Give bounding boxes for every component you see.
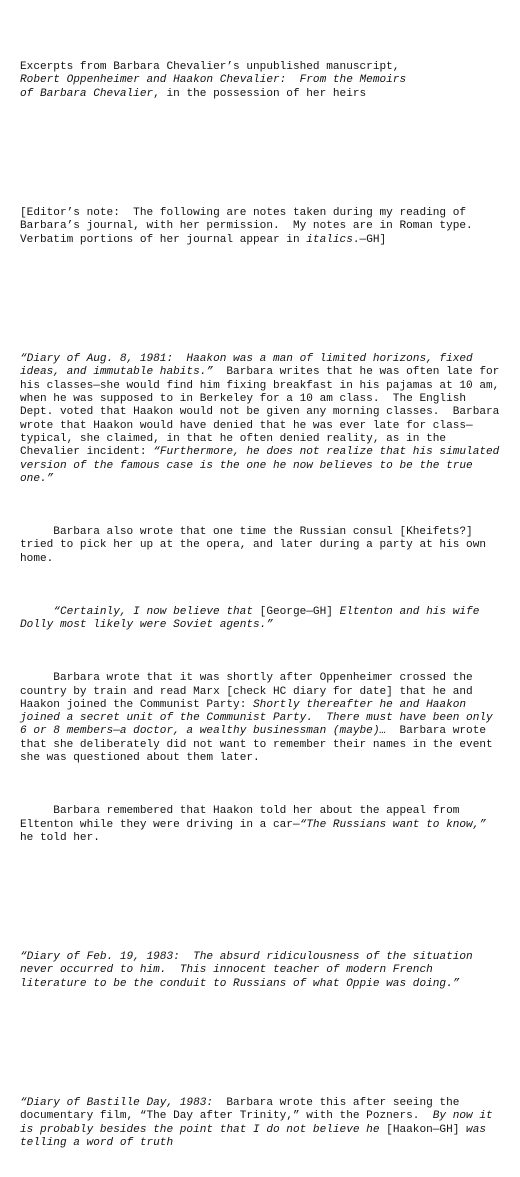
entry-notes: Barbara writes that he was often late for his classes—she would find him fixing breakfast in his pajamas at 10 am, when he was supposed to in Berkeley for a 10 am class. The English Dept. voted that Haakon would not be given any morning classes. Barbara wrote that Haakon would have denied that he was ever late for class—typical, she claimed, in that he often denied reality, as in the Chevalier incident:: [20, 366, 507, 459]
diary-entry-bastille-1983: [20, 1097, 504, 1150]
editor-note-text: [Editor’s note: The following are notes taken during my reading of Barbara’s journal, with her permission. My notes are in Roman type. Verbatim portions of her journal appear in: [20, 207, 487, 246]
editor-note: [20, 207, 504, 247]
spacer: [20, 141, 504, 154]
spacer: [20, 287, 504, 300]
entry-quote-italic: was telling a word of truth: [20, 1123, 493, 1150]
editor-note-italic: italics: [306, 233, 353, 246]
quote-italic: “The Russians want to know,”: [299, 818, 487, 831]
entry-quote-italic: “Diary of Feb. 19, 1983: The absurd ridiculousness of the situation never occurred to him. This innocent teacher of modern French literature to be the conduit to Russians of what Oppie was doing.”: [20, 951, 480, 990]
entry-notes: Barbara wrote this after seeing the documentary film, “The Day after Trinity,” with the Pozners.: [20, 1097, 467, 1123]
paragraph-text: Barbara wrote that she deliberately did not want to remember their names in the event she was questioned about them later.: [20, 725, 500, 765]
header-title-italic: Robert Oppenheimer and Haakon Chevalier: From the Memoirs: [20, 74, 407, 87]
entry-quote-italic: “Furthermore, he does not realize that his simulated version of the famous case is the one he now believes to be the true one.”: [20, 446, 507, 485]
entry-quote-italic: “Diary of Bastille Day, 1983:: [20, 1097, 214, 1110]
paragraph-text: he told her.: [20, 818, 493, 844]
quote-italic: Shortly thereafter he and Haakon joined a secret unit of the Communist Party. There must have been only 6 or 8 members—a doctor, a wealthy businessman (maybe)…: [20, 698, 500, 738]
entry-quote-italic: By now it is probably besides the point that I do not believe he: [20, 1110, 500, 1136]
editor-note-end: .—GH]: [352, 233, 387, 246]
manuscript-page: [20, 8, 507, 1177]
spacer: [20, 885, 504, 898]
header-line-1: Excerpts from Barbara Chevalier’s unpublished manuscript,: [20, 61, 400, 74]
paragraph-text: Barbara wrote that it was shortly after Oppenheimer crossed the country by train and read Marx [check HC diary for date] that he and Haakon joined the Communist Party:: [20, 672, 480, 711]
editor-bracket: [Haakon—GH]: [386, 1123, 460, 1136]
header-subtitle-italic: of Barbara Chevalier: [20, 87, 154, 100]
paragraph-text: Barbara remembered that Haakon told her about the appeal from Eltenton while they were driving in a car—: [20, 805, 467, 831]
editor-bracket: [George—GH]: [259, 605, 333, 618]
quote-italic: “Certainly, I now believe that: [53, 605, 260, 618]
spacer: [20, 1031, 504, 1044]
paragraph-russian-consul: Barbara also wrote that one time the Russian consul [Kheifets?] tried to pick her up at the opera, and later during a party at his own home.: [20, 525, 493, 565]
diary-entry-feb-1983: [20, 951, 504, 991]
paragraph-communist-party: [20, 672, 504, 765]
paragraph-car: [20, 805, 504, 845]
paragraph-eltenton: [20, 606, 504, 633]
document-header: [20, 61, 504, 101]
diary-entry-aug-1981: [20, 353, 507, 486]
quote-italic: Eltenton and his wife Dolly most likely were Soviet agents.”: [20, 605, 487, 632]
entry-quote-italic: “Diary of Aug. 8, 1981: Haakon was a man of limited horizons, fixed ideas, and immutable habits.”: [20, 353, 480, 379]
header-provenance: , in the possession of her heirs: [153, 87, 367, 100]
